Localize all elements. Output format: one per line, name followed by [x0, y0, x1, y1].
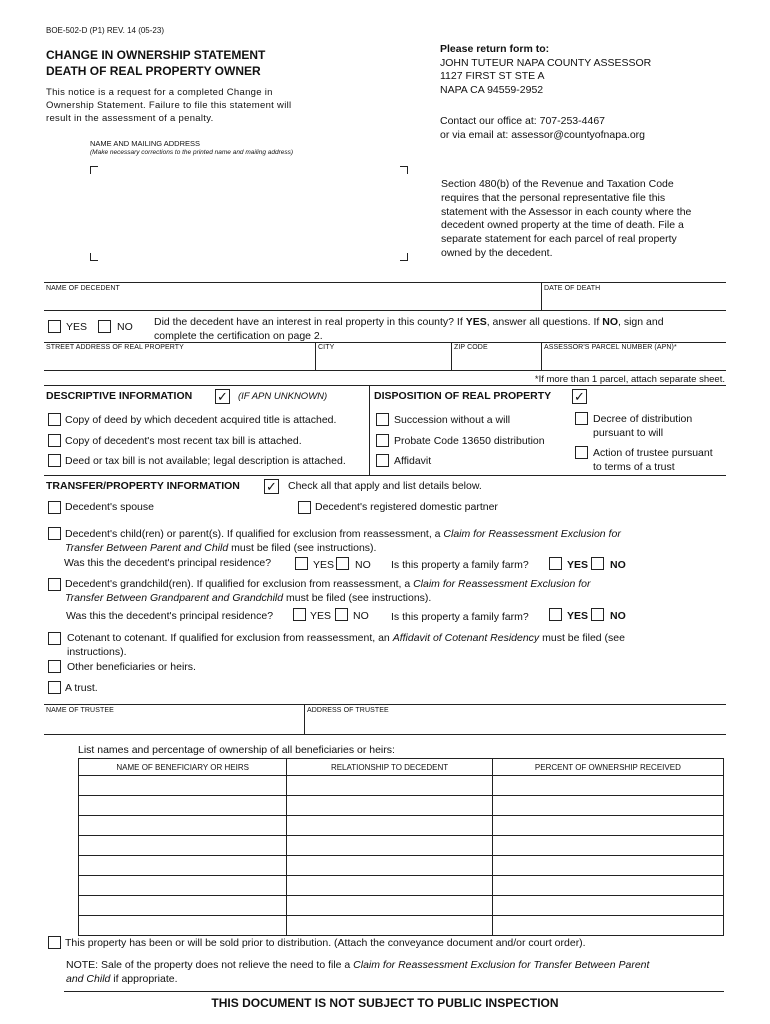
child-parent-text: Decedent's child(ren) or parent(s). If qualified for exclusion from reassessment, a Claim for Reassessment Exclusion for Transfer Between Parent and Child must be filed (see instructions). — [65, 528, 621, 554]
column-header-relationship: RELATIONSHIP TO DECEDENT — [287, 759, 492, 776]
trustee-address-field[interactable] — [307, 718, 723, 732]
city-field[interactable] — [318, 354, 448, 368]
probate-checkbox[interactable] — [376, 434, 389, 447]
date-of-death-field[interactable] — [544, 295, 724, 309]
child-farm-question: Is this property a family farm? — [391, 559, 529, 571]
trustee-name-field[interactable] — [46, 718, 301, 732]
sold-label: This property has been or will be sold prior to distribution. (Attach the conveyance document and/or court order). — [65, 937, 586, 949]
deed-copy-label: Copy of deed by which decedent acquired title is attached. — [65, 414, 337, 426]
transfer-heading: TRANSFER/PROPERTY INFORMATION — [46, 480, 240, 492]
address-corner-tr — [400, 166, 408, 174]
transfer-check-icon[interactable]: ✓ — [264, 479, 279, 494]
affidavit-label: Affidavit — [394, 455, 432, 467]
tax-bill-checkbox[interactable] — [48, 434, 61, 447]
relationship-cell[interactable] — [287, 856, 492, 876]
contact-info: Contact our office at: 707-253-4467 or via email at: assessor@countyofnapa.org — [440, 115, 646, 141]
child-principal-yes-label: YES — [313, 559, 335, 571]
percent-cell[interactable] — [492, 916, 723, 936]
tax-bill-label: Copy of decedent's most recent tax bill is attached. — [65, 435, 302, 447]
domestic-partner-checkbox[interactable] — [298, 501, 311, 514]
grandchild-text: Decedent's grandchild(ren). If qualified for exclusion from reassessment, a Claim for Reassessment Exclusion for Transfer Between Grandparent and Grandchild must be filed (see instructions). — [65, 578, 591, 604]
mailing-address-area[interactable] — [98, 176, 394, 250]
grand-principal-no-checkbox[interactable] — [335, 608, 348, 621]
grand-principal-question: Was this the decedent's principal residence? — [66, 610, 274, 622]
cotenant-text: Cotenant to cotenant. If qualified for exclusion from reassessment, an Affidavit of Cotenant Residency must be filed (see instructions). — [67, 632, 625, 658]
relationship-cell[interactable] — [287, 876, 492, 896]
name-cell[interactable] — [79, 896, 287, 916]
spouse-checkbox[interactable] — [48, 501, 61, 514]
descriptive-check-icon[interactable]: ✓ — [215, 389, 230, 404]
child-principal-no-checkbox[interactable] — [336, 557, 349, 570]
relationship-cell[interactable] — [287, 796, 492, 816]
decree-label: Decree of distribution pursuant to will — [593, 413, 693, 439]
interest-no-checkbox[interactable] — [98, 320, 111, 333]
apn-label: ASSESSOR'S PARCEL NUMBER (APN)* — [544, 344, 677, 351]
name-cell[interactable] — [79, 916, 287, 936]
trustee-name-label: NAME OF TRUSTEE — [46, 707, 114, 714]
legal-description-checkbox[interactable] — [48, 454, 61, 467]
form-title: CHANGE IN OWNERSHIP STATEMENT — [46, 48, 266, 62]
table-row — [79, 856, 724, 876]
interest-yes-label: YES — [66, 321, 88, 333]
street-field[interactable] — [46, 354, 312, 368]
return-address: Please return form to: JOHN TUTEUR NAPA COUNTY ASSESSOR 1127 FIRST ST STE A NAPA CA 94559-2952 — [440, 43, 652, 96]
grand-farm-no-checkbox[interactable] — [591, 608, 604, 621]
apn-field[interactable] — [544, 354, 724, 368]
succession-checkbox[interactable] — [376, 413, 389, 426]
date-of-death-label: DATE OF DEATH — [544, 285, 601, 292]
table-row — [79, 896, 724, 916]
sold-checkbox[interactable] — [48, 936, 61, 949]
relationship-cell[interactable] — [287, 816, 492, 836]
street-label: STREET ADDRESS OF REAL PROPERTY — [46, 344, 184, 351]
child-principal-no-label: NO — [355, 559, 371, 571]
other-beneficiaries-checkbox[interactable] — [48, 660, 61, 673]
grand-farm-yes-label: YES — [567, 610, 589, 622]
trustee-action-checkbox[interactable] — [575, 446, 588, 459]
penalty-notice: This notice is a request for a completed Change in Ownership Statement. Failure to file this statement will result in the assessment of a penalty. — [46, 87, 292, 124]
child-farm-yes-checkbox[interactable] — [549, 557, 562, 570]
percent-cell[interactable] — [492, 876, 723, 896]
decedent-name-label: NAME OF DECEDENT — [46, 285, 120, 292]
beneficiaries-intro: List names and percentage of ownership of all beneficiaries or heirs: — [78, 744, 395, 756]
cotenant-checkbox[interactable] — [48, 632, 61, 645]
zip-field[interactable] — [454, 354, 538, 368]
relationship-cell[interactable] — [287, 776, 492, 796]
child-farm-no-checkbox[interactable] — [591, 557, 604, 570]
relationship-cell[interactable] — [287, 896, 492, 916]
table-row — [79, 916, 724, 936]
address-corner-tl — [90, 166, 98, 174]
percent-cell[interactable] — [492, 796, 723, 816]
percent-cell[interactable] — [492, 896, 723, 916]
trustee-address-label: ADDRESS OF TRUSTEE — [307, 707, 389, 714]
percent-cell[interactable] — [492, 836, 723, 856]
interest-no-label: NO — [117, 321, 133, 333]
transfer-instruction: Check all that apply and list details below. — [288, 480, 482, 492]
grandchild-checkbox[interactable] — [48, 578, 61, 591]
spouse-label: Decedent's spouse — [65, 501, 154, 513]
child-farm-no-label: NO — [610, 559, 626, 571]
percent-cell[interactable] — [492, 776, 723, 796]
percent-cell[interactable] — [492, 856, 723, 876]
probate-label: Probate Code 13650 distribution — [394, 435, 545, 447]
child-farm-yes-label: YES — [567, 559, 589, 571]
name-cell[interactable] — [79, 796, 287, 816]
percent-cell[interactable] — [492, 816, 723, 836]
domestic-partner-label: Decedent's registered domestic partner — [315, 501, 498, 513]
public-inspection-footer: THIS DOCUMENT IS NOT SUBJECT TO PUBLIC INSPECTION — [211, 996, 559, 1010]
zip-label: ZIP CODE — [454, 344, 488, 351]
grand-principal-yes-label: YES — [310, 610, 332, 622]
mailing-sublabel: (Make necessary corrections to the printed name and mailing address) — [90, 149, 294, 156]
table-row — [79, 836, 724, 856]
trust-label: A trust. — [65, 682, 98, 694]
deed-copy-checkbox[interactable] — [48, 413, 61, 426]
trust-checkbox[interactable] — [48, 681, 61, 694]
other-beneficiaries-label: Other beneficiaries or heirs. — [67, 661, 196, 673]
form-id: BOE-502-D (P1) REV. 14 (05-23) — [46, 26, 164, 35]
relationship-cell[interactable] — [287, 836, 492, 856]
beneficiaries-table — [78, 758, 724, 936]
child-parent-checkbox[interactable] — [48, 527, 61, 540]
grand-principal-no-label: NO — [353, 610, 369, 622]
decree-checkbox[interactable] — [575, 412, 588, 425]
descriptive-heading: DESCRIPTIVE INFORMATION — [46, 390, 193, 402]
column-header-name: NAME OF BENEFICIARY OR HEIRS — [79, 759, 287, 776]
grand-farm-no-label: NO — [610, 610, 626, 622]
decedent-name-field[interactable] — [46, 295, 536, 309]
relationship-cell[interactable] — [287, 916, 492, 936]
table-row — [79, 816, 724, 836]
disposition-heading: DISPOSITION OF REAL PROPERTY — [374, 390, 552, 402]
column-header-percent: PERCENT OF OWNERSHIP RECEIVED — [492, 759, 723, 776]
address-corner-br — [400, 253, 408, 261]
city-label: CITY — [318, 344, 335, 351]
table-row — [79, 776, 724, 796]
name-cell[interactable] — [79, 836, 287, 856]
name-cell[interactable] — [79, 856, 287, 876]
table-row — [79, 796, 724, 816]
grand-farm-question: Is this property a family farm? — [391, 611, 529, 623]
sale-note: NOTE: Sale of the property does not relieve the need to file a Claim for Reassessment Exclusion for Transfer Between Parent and Child if appropriate. — [66, 959, 650, 985]
descriptive-note: (IF APN UNKNOWN) — [238, 391, 328, 402]
name-cell[interactable] — [79, 776, 287, 796]
interest-question: Did the decedent have an interest in real property in this county? If YES, answer all questions. If NO, sign and complete the certification on page 2. — [154, 316, 664, 342]
mailing-label: NAME AND MAILING ADDRESS — [90, 139, 201, 148]
section-480-text: Section 480(b) of the Revenue and Taxation Code requires that the personal representative file this statement with the Assessor in each county where the decedent owned property at the time of death. File a separate statement for each parcel of real property owned by the decedent. — [441, 178, 692, 259]
interest-yes-checkbox[interactable] — [48, 320, 61, 333]
grand-principal-yes-checkbox[interactable] — [293, 608, 306, 621]
address-corner-bl — [90, 253, 98, 261]
legal-description-label: Deed or tax bill is not available; legal description is attached. — [65, 455, 346, 467]
disposition-check-icon[interactable]: ✓ — [572, 389, 587, 404]
beneficiaries-header-row — [79, 759, 724, 776]
grand-farm-yes-checkbox[interactable] — [549, 608, 562, 621]
trustee-action-label: Action of trustee pursuant to terms of a trust — [593, 447, 713, 473]
form-subtitle: DEATH OF REAL PROPERTY OWNER — [46, 64, 261, 78]
table-row — [79, 876, 724, 896]
apn-note: *If more than 1 parcel, attach separate sheet. — [534, 374, 725, 385]
name-cell[interactable] — [79, 816, 287, 836]
child-principal-question: Was this the decedent's principal residence? — [64, 557, 272, 569]
affidavit-checkbox[interactable] — [376, 454, 389, 467]
name-cell[interactable] — [79, 876, 287, 896]
succession-label: Succession without a will — [394, 414, 511, 426]
child-principal-yes-checkbox[interactable] — [295, 557, 308, 570]
